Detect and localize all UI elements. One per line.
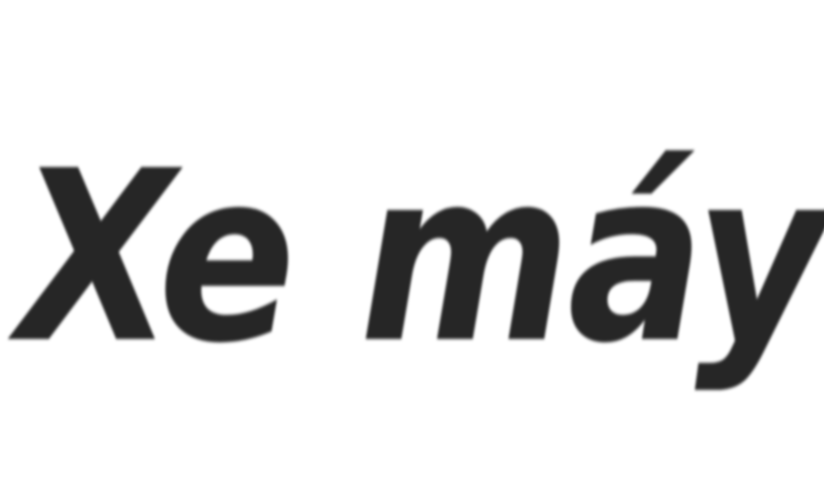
handwritten-word: Xe máy [18, 120, 824, 395]
